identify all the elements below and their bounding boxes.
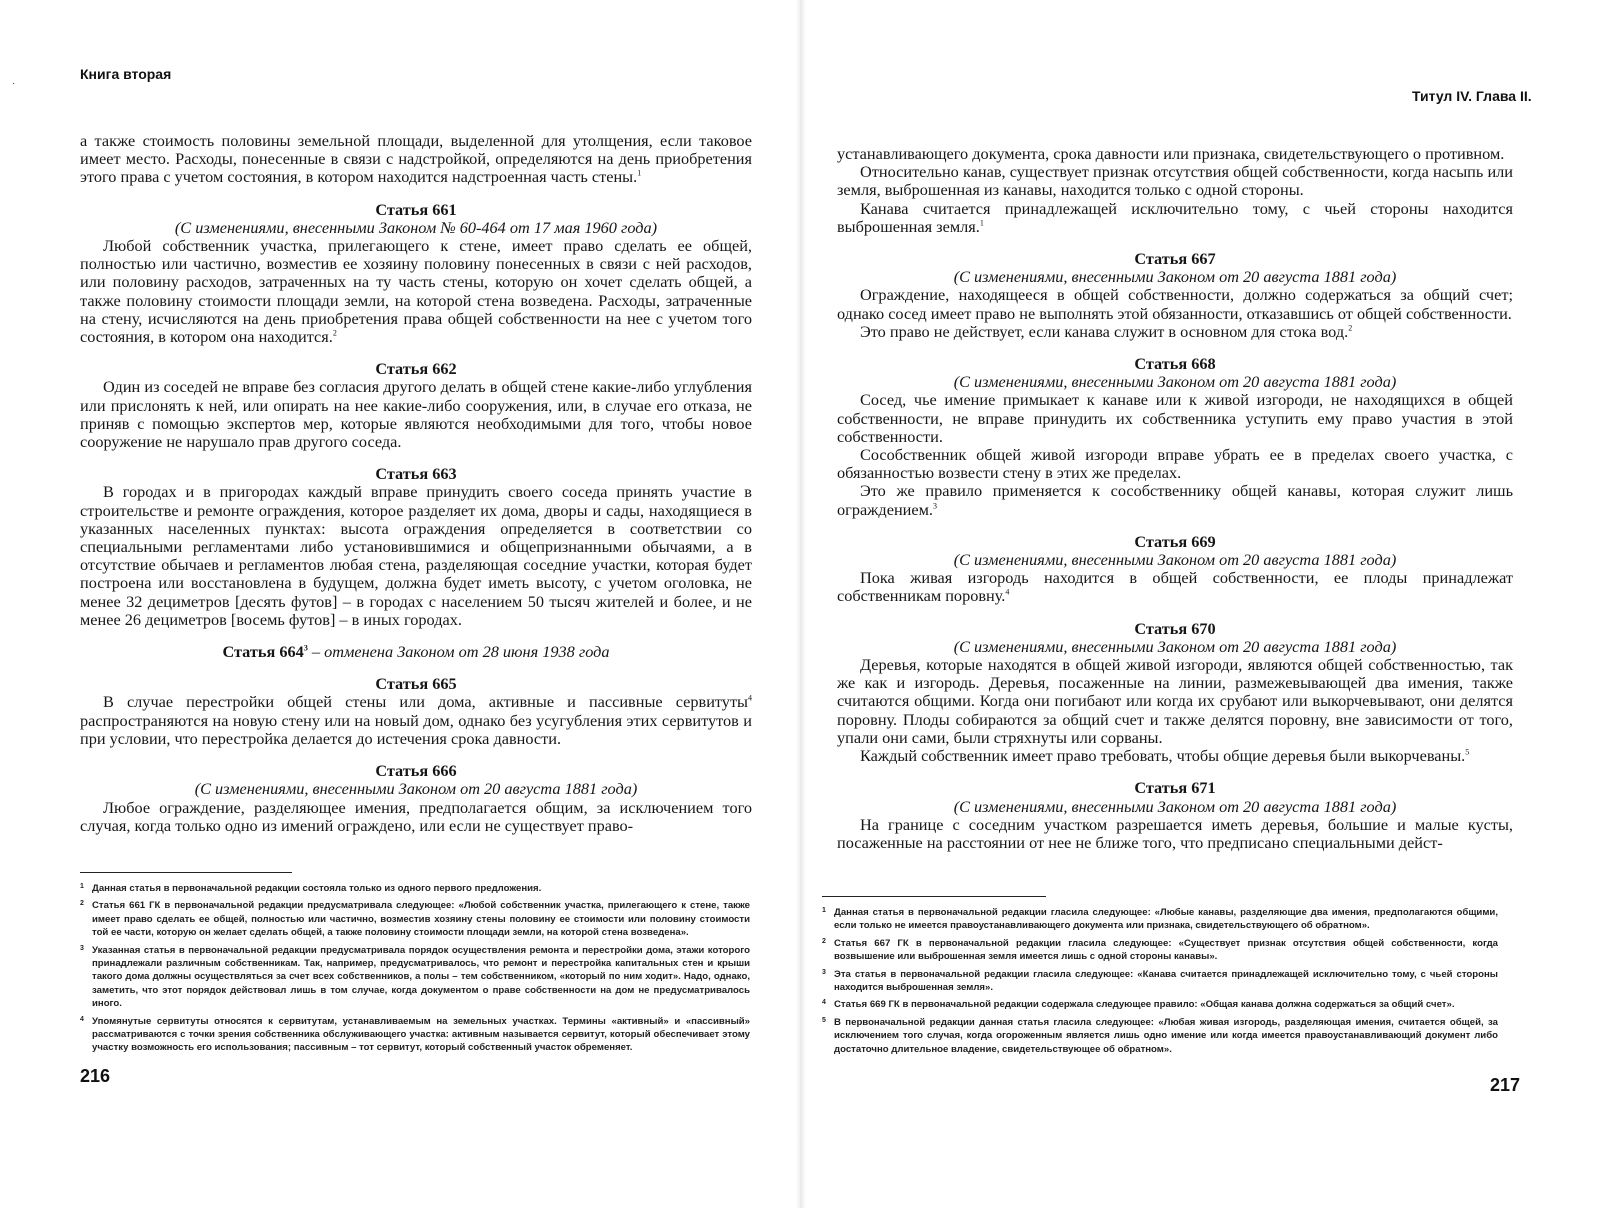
- footnote: 3 Эта статья в первоначальной редакции гласила следующее: «Канава считается принадлежащей исключительно тому, с чьей стороны находится выброшенная земля».: [822, 968, 1498, 994]
- paragraph: Пока живая изгородь находится в общей собственности, ее плоды принадлежат собственникам поровну.$^4$: [837, 568, 1513, 606]
- article-amendment-note: (С изменениями, внесенными Законом от 20 августа 1881 года): [194, 779, 638, 799]
- page-number: 216: [80, 1066, 111, 1086]
- paragraph: Относительно канав, существует признак отсутствия общей собственности, когда насыпь или земля, выброшенная из канавы, находится только с одной стороны.: [837, 162, 1513, 200]
- paragraph: Это же правило применяется к сособственнику общей канавы, которая служит лишь ограждением.$^3$: [837, 481, 1513, 519]
- article-title: Статья 665: [375, 674, 457, 694]
- article-title: Статья 661: [375, 199, 457, 219]
- footnote: 4 Статья 669 ГК в первоначальной редакции содержала следующее правило: «Общая канава должна содержаться за общий счет».: [822, 999, 1455, 1011]
- article-title: Статья 669: [1134, 531, 1216, 551]
- right-page: [800, 0, 1602, 1208]
- paragraph: В случае перестройки общей стены или дома, активные и пассивные сервитуты$^4$ распространяются на новую стену или на новый дом, однако без усугубления этих сервитутов и при условии, что перестройка делается до истечения срока давности.: [80, 692, 752, 748]
- article-title: Статья 668: [1134, 354, 1216, 374]
- paragraph: На границе с соседним участком разрешается иметь деревья, большие и малые кусты, посаженные на расстоянии от нее не ближе того, что предписано специальными дейст-: [837, 814, 1513, 852]
- paragraph: Сосед, чье имение примыкает к канаве или к живой изгороди, не находящихся в общей собственности, не вправе принудить их собственника уступить ему право участия в этой собственности.: [837, 390, 1513, 446]
- paragraph: Ограждение, находящееся в общей собственности, должно содержаться за общий счет; однако сосед имеет право не выполнять этой обязанности, отказавшись от общей собственности.: [837, 285, 1513, 323]
- footnote-separator: [822, 896, 1046, 897]
- running-head: Титул IV. Глава II.: [1412, 88, 1532, 104]
- article-amendment-note: (С изменениями, внесенными Законом от 20 августа 1881 года): [953, 372, 1397, 392]
- paragraph: Каждый собственник имеет право требовать, чтобы общие деревья были выкорчеваны.$^5$: [860, 746, 1470, 766]
- article-title: Статья 671: [1134, 778, 1216, 798]
- article-amendment-note: (С изменениями, внесенными Законом № 60-464 от 17 мая 1960 года): [174, 217, 658, 237]
- paragraph: а также стоимость половины земельной площади, выделенной для утолщения, если таковое имеет место. Расходы, понесенные в связи с надстройкой, определяются на день приобретения этого права с учетом состояния, в котором находится надстроенная часть стены.$^1$: [80, 131, 752, 187]
- footnote: 3 Указанная статья в первоначальной редакции предусматривала порядок осуществления ремонта и перестройки дома, этажи которого принадлежали различным собственникам. Так, например, предусматривалось, что ремонт и перестройка капитальных стен и крыши такого дома должны осуществляться за счет всех собственников, а полы – тем собственником, «который по ним ходит». Надо, однако, заметить, что этот порядок действовал лишь в том случае, когда документом о праве собственности на дом не предусматривалось иного.: [80, 944, 750, 1010]
- right-footnotes: [822, 906, 1498, 1060]
- paragraph: Один из соседей не вправе без согласия другого делать в общей стене какие-либо углубления или прислонять к ней, или опирать на нее какие-либо сооружения, или, в случае его отказа, не приняв с помощью экспертов мер, которые являются необходимыми для того, чтобы новое сооружение не нарушало прав другого соседа.: [80, 377, 752, 452]
- article-amendment-note: (С изменениями, внесенными Законом от 20 августа 1881 года): [953, 550, 1397, 570]
- article-title: Статья 667: [1134, 249, 1216, 269]
- footnote: 4 Упомянутые сервитуты относятся к сервитутам, устанавливаемым на земельных участках. Термины «активный» и «пассивный» рассматриваются с точки зрения собственника обслуживающего участка: активным называется сервитут, который обеспечивает этому участку возможность его использования; пассивным – тот сервитут, который собственный участок обременяет.: [80, 1015, 750, 1054]
- article-title: Статья 670: [1134, 618, 1216, 638]
- paragraph: Любое ограждение, разделяющее имения, предполагается общим, за исключением того случая, когда только одно из имений ограждено, или если не существует право-: [80, 797, 752, 835]
- footnote: 1 Данная статья в первоначальной редакции состояла только из одного первого предложения.: [80, 883, 542, 894]
- paragraph: Любой собственник участка, прилегающего к стене, имеет право сделать ее общей, полностью или частично, возместив ее хозяину половину понесенных в связи с ней расходов, или половину расходов, затраченных на ту часть стены, которую он хочет сделать общей, а также половину стоимости площади земли, на которой стена возведена. Расходы, затраченные на стену, исчисляются на день приобретения права общей собственности на нее с учетом того состояния, в котором она находится.$^2$: [80, 236, 752, 347]
- footnote: 1 Данная статья в первоначальной редакции гласила следующее: «Любые канавы, разделяющие два имения, предполагаются общими, если только не имеется правоустанавливающего документа или признака, свидетельствующего об обратном».: [822, 907, 1498, 932]
- left-footnotes: [80, 882, 750, 1059]
- article-title: Статья 663: [375, 464, 457, 484]
- running-head: Книга вторая: [80, 66, 172, 82]
- article-title: Статья 662: [375, 359, 457, 379]
- article-title: Статья 666: [375, 761, 457, 781]
- left-page: [0, 0, 800, 1208]
- footnote: 5 В первоначальной редакции данная статья гласила следующее: «Любая живая изгородь, разделяющая имения, считается общей, за исключением того случая, когда огороженным является лишь одно имение или когда имеется правоустанавливающий документ либо достаточно длительное владение, свидетельствующее об обратном».: [822, 1016, 1498, 1055]
- right-body-text: [837, 145, 1513, 852]
- paragraph: Это право не действует, если канава служит в основном для стока вод.$^2$: [860, 321, 1353, 341]
- left-body-text: [80, 132, 752, 835]
- article-amendment-note: (С изменениями, внесенными Законом от 20 августа 1881 года): [953, 267, 1397, 287]
- page-number: 217: [1490, 1075, 1521, 1095]
- margin-dot: ·: [12, 78, 16, 89]
- footnote: 2 Статья 667 ГК в первоначальной редакции гласила следующее: «Существует признак отсутствия общей собственности, когда возвышение или выброшенная земля имеется лишь с одной стороны канавы».: [822, 937, 1498, 963]
- article-amendment-note: (С изменениями, внесенными Законом от 20 августа 1881 года): [953, 796, 1397, 816]
- article-title-repealed: Статья $664^3$ – отменена Законом от 28 июня 1938 года: [222, 642, 610, 662]
- footnote-separator: [80, 872, 292, 873]
- paragraph: устанавливающего документа, срока давности или признака, свидетельствующего о противном.: [837, 144, 1505, 163]
- article-amendment-note: (С изменениями, внесенными Законом от 20 августа 1881 года): [953, 636, 1397, 656]
- paragraph: В городах и в пригородах каждый вправе принудить своего соседа принять участие в строительстве и ремонте ограждения, которое разделяет их дома, дворы и сады, находящиеся в указанных населенных пунктах: высота ограждения определяется в соответствии со специальными регламентами либо установившимися и общепризнанными обычаями, а в отсутствие обычаев и регламентов любая стена, разделяющая соседние участки, которая будет построена или восстановлена в будущем, должна будет иметь высоту, с учетом оголовка, не менее 32 дециметров [десять футов] – в городах с населением 50 тысяч жителей и более, и не менее 26 дециметров [восемь футов] – в иных городах.: [80, 482, 752, 629]
- paragraph: Канава считается принадлежащей исключительно тому, с чьей стороны находится выброшенная земля.$^1$: [837, 198, 1513, 236]
- paragraph: Сособственник общей живой изгороди вправе убрать ее в пределах своего участка, с обязанностью возвести стену в этих же пределах.: [837, 445, 1513, 483]
- footnote: 2 Статья 661 ГК в первоначальной редакции предусматривала следующее: «Любой собственник участка, прилегающего к стене, также имеет право сделать ее общей, полностью или частично, возместив хозяину стены половину ее стоимости или половину стоимости той ее части, которую он желает сделать общей, а также половину стоимости площади земли, на которой стена возведена».: [80, 900, 750, 939]
- paragraph: Деревья, которые находятся в общей живой изгороди, являются общей собственностью, так же как и изгородь. Деревья, посаженные на линии, размежевывающей два имения, также считаются общими. Когда они погибают или когда их срубают или выкорчевывают, они делятся поровну. Плоды собираются за общий счет и также делятся поровну, вне зависимости от того, упали они сами, были стряхнуты или сорваны.: [837, 655, 1513, 747]
